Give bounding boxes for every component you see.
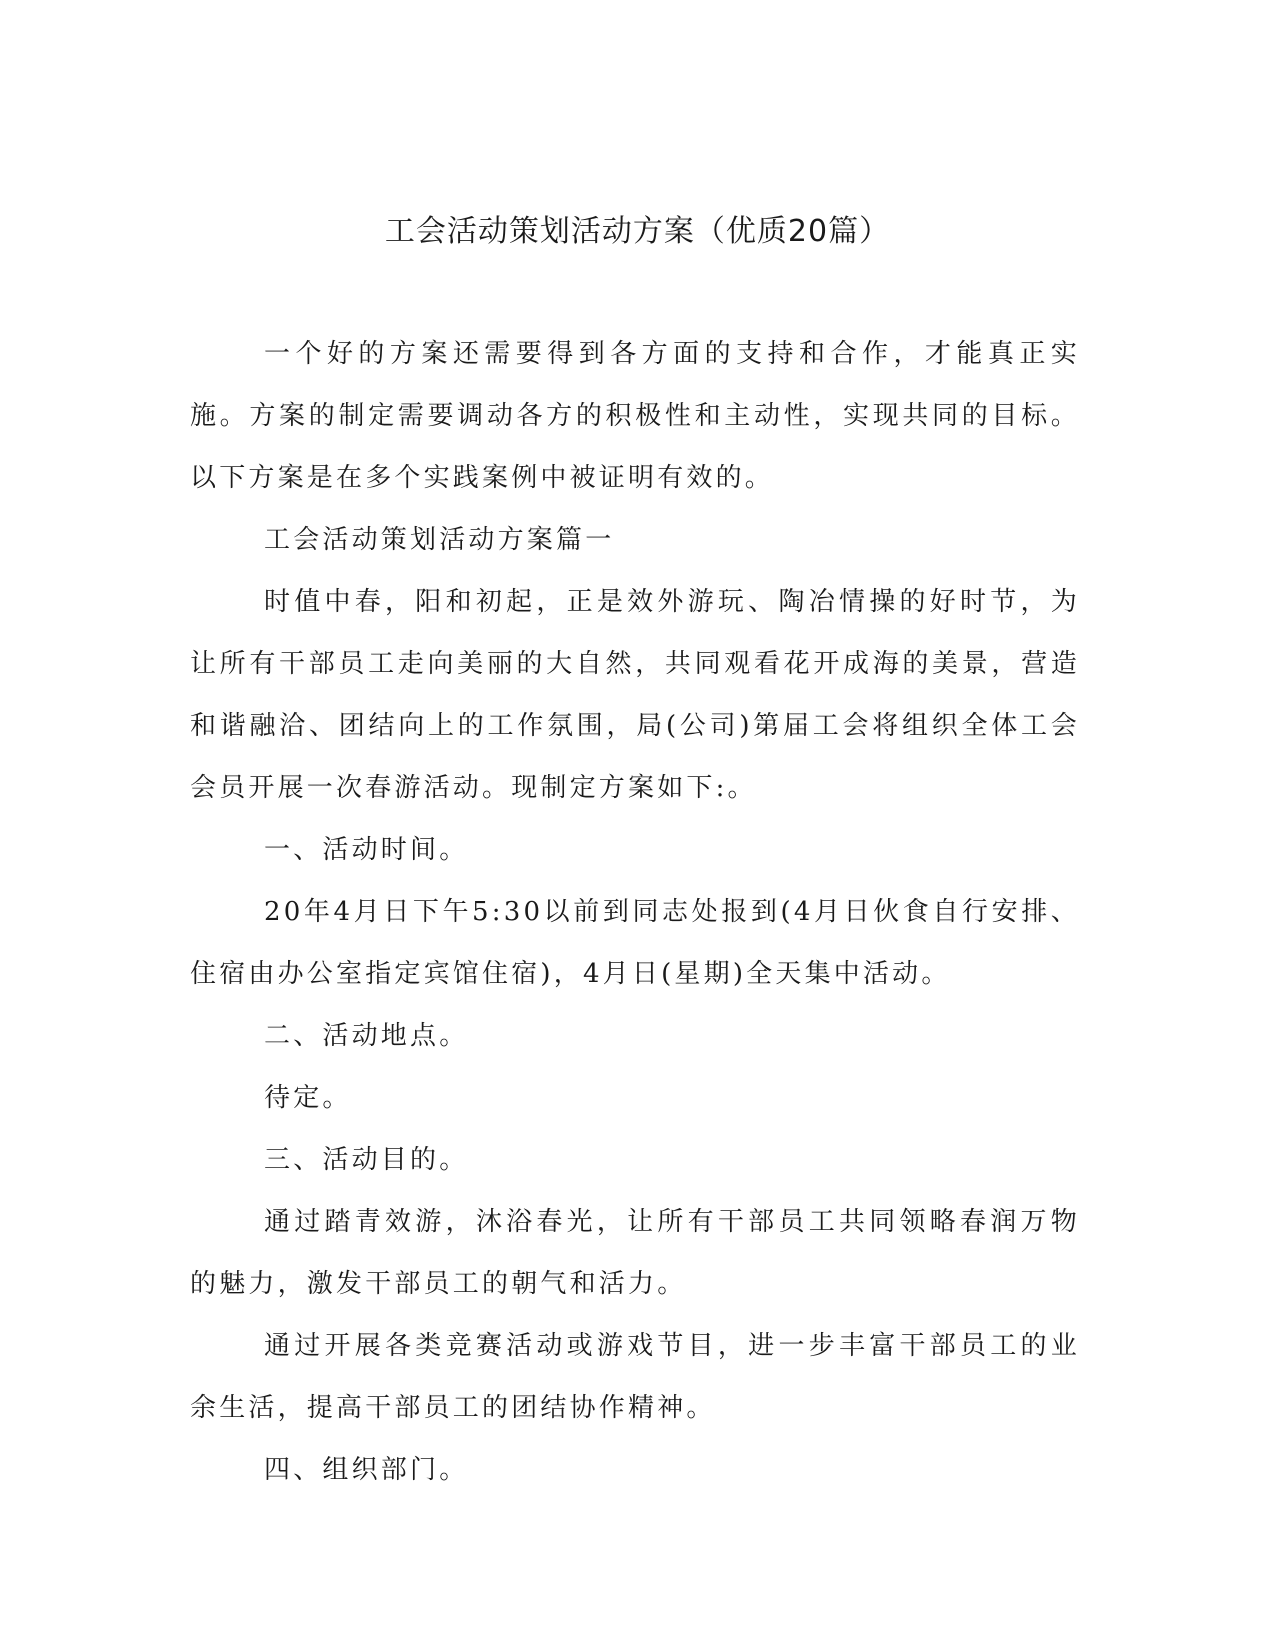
document-body [190, 323, 1080, 1501]
paragraph-purpose-one: 通过踏青效游，沐浴春光，让所有干部员工共同领略春润万物的魅力，激发干部员工的朝气和活力。 [190, 1207, 1080, 1299]
heading-activity-time: 一、活动时间。 [264, 835, 469, 865]
paragraph-activity-location: 待定。 [264, 1083, 352, 1113]
paragraph-purpose-two: 通过开展各类竞赛活动或游戏节目，进一步丰富干部员工的业余生活，提高干部员工的团结协作精神。 [190, 1331, 1080, 1423]
heading-activity-purpose: 三、活动目的。 [264, 1145, 469, 1175]
paragraph-background: 时值中春，阳和初起，正是效外游玩、陶冶情操的好时节，为让所有干部员工走向美丽的大自然，共同观看花开成海的美景，营造和谐融洽、团结向上的工作氛围，局(公司)第届工会将组织全体工会会员开展一次春游活动。现制定方案如下:。 [190, 587, 1080, 803]
document-title: 工会活动策划活动方案（优质20篇） [384, 214, 891, 249]
heading-organizer: 四、组织部门。 [264, 1455, 469, 1485]
heading-activity-location: 二、活动地点。 [264, 1021, 469, 1051]
section-heading-part-one: 工会活动策划活动方案篇一 [264, 525, 615, 555]
paragraph-activity-time: 20年4月日下午5:30以前到同志处报到(4月日伙食自行安排、住宿由办公室指定宾馆住宿)，4月日(星期)全天集中活动。 [190, 897, 1080, 989]
paragraph-intro: 一个好的方案还需要得到各方面的支持和合作，才能真正实施。方案的制定需要调动各方的积极性和主动性，实现共同的目标。以下方案是在多个实践案例中被证明有效的。 [190, 339, 1080, 493]
